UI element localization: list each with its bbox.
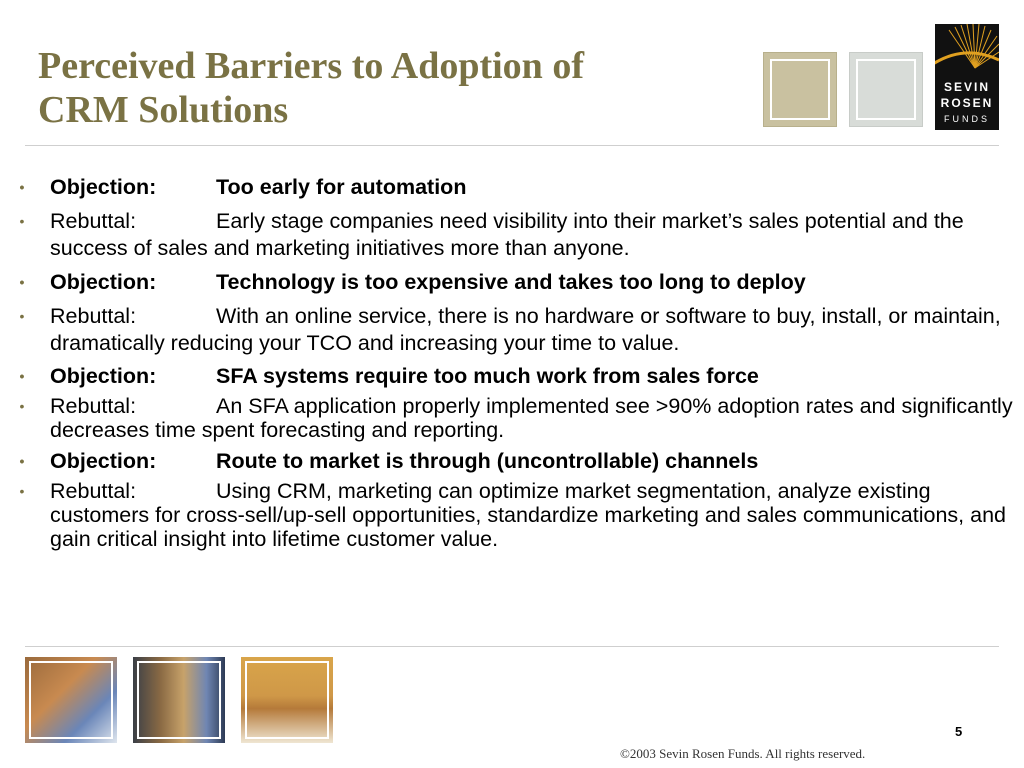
item-text: Using CRM, marketing can optimize market segmentation, analyze existing customers for cross-sell/up-sell opportunities, standardize marketing and sales communications, and gain critical insight into lifetime customer value.	[50, 479, 1006, 551]
copyright-notice: ©2003 Sevin Rosen Funds. All rights reserved.	[620, 746, 866, 761]
photo-handshake	[133, 657, 225, 743]
item-text: With an online service, there is no hardware or software to buy, install, or maintain, dramatically reducing your TCO and increasing your time to value.	[50, 304, 1001, 355]
logo-text-line-1: SEVIN	[943, 80, 990, 94]
bullet-icon: •	[19, 274, 25, 290]
rebuttal-item	[12, 479, 1016, 551]
bullet-icon: •	[19, 453, 25, 469]
objection-item	[12, 363, 1016, 390]
bullet-icon: •	[19, 398, 25, 414]
item-label: Rebuttal:	[50, 304, 137, 328]
logo-text-line-2: ROSEN	[940, 96, 994, 110]
top-divider	[25, 145, 999, 146]
item-text: Route to market is through (uncontrollable) channels	[216, 449, 759, 473]
item-label: Objection:	[50, 364, 157, 388]
bullet-icon: •	[19, 179, 25, 195]
objection-item	[12, 448, 1016, 475]
item-label: Rebuttal:	[50, 394, 137, 418]
bullet-icon: •	[19, 483, 25, 499]
photo-businessman-reading	[25, 657, 117, 743]
item-text: An SFA application properly implemented see >90% adoption rates and significantly decreases time spent forecasting and reporting.	[50, 394, 1013, 442]
rebuttal-item	[12, 303, 1016, 357]
item-label: Rebuttal:	[50, 479, 137, 503]
objection-item	[12, 269, 1016, 296]
slide-title	[38, 44, 738, 132]
objection-item	[12, 174, 1016, 201]
sevin-rosen-logo	[935, 24, 999, 130]
photo-meeting	[241, 657, 333, 743]
item-label: Objection:	[50, 175, 157, 199]
item-text: Technology is too expensive and takes too long to deploy	[216, 270, 806, 294]
page-number: 5	[955, 724, 963, 739]
slide-title-line-1: Perceived Barriers to Adoption of	[38, 45, 584, 87]
bullet-icon: •	[19, 368, 25, 384]
item-text: SFA systems require too much work from sales force	[216, 364, 759, 388]
decorative-square-tan	[763, 52, 837, 127]
logo-text-line-3: FUNDS	[944, 114, 990, 124]
item-label: Rebuttal:	[50, 209, 137, 233]
objection-list	[12, 174, 1016, 551]
bullet-icon: •	[19, 308, 25, 324]
item-label: Objection:	[50, 270, 157, 294]
decorative-square-gray	[849, 52, 923, 127]
bottom-divider	[25, 646, 999, 647]
sunburst-icon	[935, 24, 999, 80]
item-label: Objection:	[50, 449, 157, 473]
rebuttal-item	[12, 208, 1016, 262]
slide-title-line-2: CRM Solutions	[38, 89, 289, 131]
bullet-icon: •	[19, 213, 25, 229]
item-text: Early stage companies need visibility into their market’s sales potential and the success of sales and marketing initiatives more than anyone.	[50, 209, 964, 260]
item-text: Too early for automation	[216, 175, 467, 199]
rebuttal-item	[12, 394, 1016, 442]
